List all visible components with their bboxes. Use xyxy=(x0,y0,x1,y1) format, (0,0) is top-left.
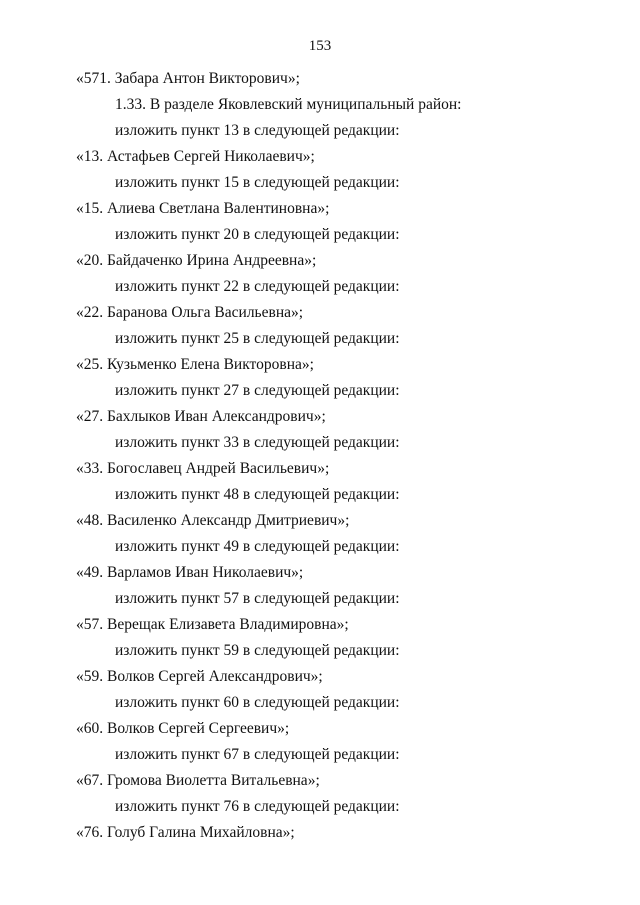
instruction-line: изложить пункт 76 в следующей редакции: xyxy=(115,798,400,815)
section-heading: 1.33. В разделе Яковлевский муниципальный район: xyxy=(115,96,462,113)
entry-line: «15. Алиева Светлана Валентиновна»; xyxy=(76,200,330,217)
instruction-line: изложить пункт 25 в следующей редакции: xyxy=(115,330,400,347)
instruction-line: изложить пункт 20 в следующей редакции: xyxy=(115,226,400,243)
instruction-line: изложить пункт 33 в следующей редакции: xyxy=(115,434,400,451)
instruction-line: изложить пункт 22 в следующей редакции: xyxy=(115,278,400,295)
instruction-line: изложить пункт 67 в следующей редакции: xyxy=(115,746,400,763)
entry-line: «57. Верещак Елизавета Владимировна»; xyxy=(76,616,349,633)
entry-line: «27. Бахлыков Иван Александрович»; xyxy=(76,408,326,425)
instruction-line: изложить пункт 59 в следующей редакции: xyxy=(115,642,400,659)
entry-line: «571. Забара Антон Викторович»; xyxy=(76,70,300,87)
instruction-line: изложить пункт 13 в следующей редакции: xyxy=(115,122,400,139)
entry-line: «20. Байдаченко Ирина Андреевна»; xyxy=(76,252,317,269)
instruction-line: изложить пункт 48 в следующей редакции: xyxy=(115,486,400,503)
entry-line: «48. Василенко Александр Дмитриевич»; xyxy=(76,512,350,529)
page-number: 153 xyxy=(308,38,332,54)
entry-line: «59. Волков Сергей Александрович»; xyxy=(76,668,323,685)
entry-line: «13. Астафьев Сергей Николаевич»; xyxy=(76,148,315,165)
entry-line: «33. Богославец Андрей Васильевич»; xyxy=(76,460,330,477)
entry-line: «25. Кузьменко Елена Викторовна»; xyxy=(76,356,314,373)
instruction-line: изложить пункт 57 в следующей редакции: xyxy=(115,590,400,607)
entry-line: «67. Громова Виолетта Витальевна»; xyxy=(76,772,320,789)
instruction-line: изложить пункт 60 в следующей редакции: xyxy=(115,694,400,711)
instruction-line: изложить пункт 27 в следующей редакции: xyxy=(115,382,400,399)
document-body xyxy=(0,66,640,846)
entry-line: «22. Баранова Ольга Васильевна»; xyxy=(76,304,304,321)
entry-line: «60. Волков Сергей Сергеевич»; xyxy=(76,720,290,737)
entry-line: «76. Голуб Галина Михайловна»; xyxy=(76,824,295,841)
instruction-line: изложить пункт 15 в следующей редакции: xyxy=(115,174,400,191)
entry-line: «49. Варламов Иван Николаевич»; xyxy=(76,564,304,581)
instruction-line: изложить пункт 49 в следующей редакции: xyxy=(115,538,400,555)
